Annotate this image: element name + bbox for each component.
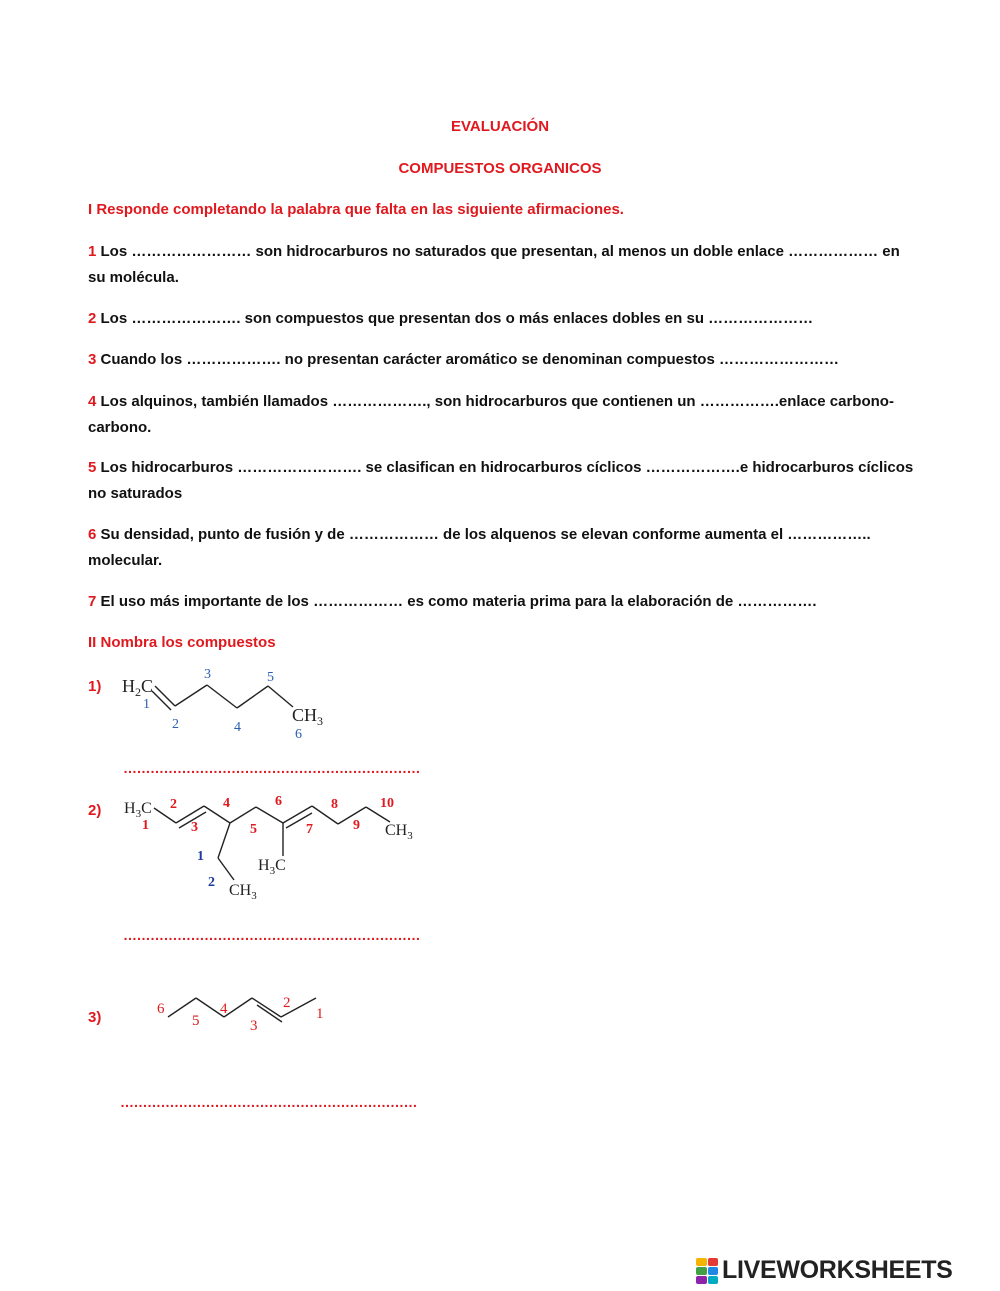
carbon-number: 6 [157, 1001, 165, 1017]
compound-3-answer-line[interactable]: ………………………………………………………… [120, 1094, 417, 1110]
carbon-number: 8 [331, 797, 338, 812]
question-1 [88, 239, 918, 291]
carbon-number: 1 [316, 1006, 324, 1022]
carbon-number: 6 [275, 794, 282, 809]
compound-1-structure [115, 660, 345, 745]
question-number: 5 [88, 459, 97, 476]
question-3 [88, 347, 918, 373]
carbon-number: 2 [283, 995, 291, 1011]
compound-2-structure [118, 790, 418, 905]
question-6 [88, 522, 918, 574]
section-2-heading: II Nombra los compuestos [88, 634, 276, 651]
question-number: 7 [88, 593, 97, 610]
carbon-number: 3 [191, 820, 198, 835]
carbon-number: 4 [220, 1001, 228, 1017]
question-text: Los alquinos, también llamados ………………., son hidrocarburos que contienen un …………….enlace carbono-carbono. [88, 393, 894, 436]
carbon-number: 1 [142, 818, 149, 833]
h2c-group: $H_2C$ [122, 676, 154, 699]
compound-2-answer-line[interactable]: ………………………………………………………… [123, 927, 420, 943]
question-text: Los …………………. son compuestos que presentan dos o más enlaces dobles en su ………………… [100, 310, 814, 327]
question-4 [88, 389, 918, 441]
compound-1-bonds [152, 685, 293, 710]
carbon-number: 9 [353, 818, 360, 833]
compound-1-label: 1) [88, 678, 102, 695]
page-title: EVALUACIÓN [450, 118, 550, 135]
branch-number: 1 [197, 849, 204, 864]
question-number: 6 [88, 526, 97, 543]
carbon-number: 4 [223, 796, 230, 811]
question-text: Cuando los ………………. no presentan carácter aromático se denominan compuestos …………………… [100, 351, 839, 368]
page-subtitle: COMPUESTOS ORGANICOS [398, 160, 602, 177]
carbon-number: 3 [204, 667, 211, 682]
question-5 [88, 455, 918, 507]
carbon-number: 4 [234, 720, 241, 735]
carbon-number: 10 [380, 796, 394, 811]
question-text: Los …………………… son hidrocarburos no saturados que presentan, al menos un doble enlace ……………… en su molécula. [88, 243, 900, 286]
section-1-heading: I Responde completando la palabra que falta en las siguiente afirmaciones. [88, 201, 624, 218]
liveworksheets-wordmark: LIVEWORKSHEETS [722, 1256, 953, 1284]
question-number: 3 [88, 351, 97, 368]
carbon-number: 2 [170, 797, 177, 812]
question-number: 2 [88, 310, 97, 327]
carbon-number: 7 [306, 822, 313, 837]
question-number: 4 [88, 393, 97, 410]
compound-1-answer-line[interactable]: ………………………………………………………… [123, 760, 420, 776]
question-number: 1 [88, 243, 97, 260]
liveworksheets-logo [696, 1256, 953, 1285]
question-2 [88, 306, 918, 332]
ch3-group: $CH_3$ [292, 705, 324, 728]
question-text: Los hidrocarburos ……………………. se clasifican en hidrocarburos cíclicos ……………….e hidrocarburos cíclicos no saturados [88, 459, 914, 502]
branch-number: 2 [208, 875, 215, 890]
h3c-methyl-group: $H_3C$ [258, 857, 286, 877]
question-7 [88, 589, 918, 615]
carbon-number: 5 [250, 822, 257, 837]
compound-3-structure [150, 985, 340, 1040]
question-text: Su densidad, punto de fusión y de ……………… de los alquenos se elevan conforme aumenta el …………….. molecular. [88, 526, 871, 569]
carbon-number: 2 [172, 717, 179, 732]
compound-2-label: 2) [88, 802, 102, 819]
compound-3-bonds [168, 998, 316, 1022]
carbon-number: 6 [295, 727, 302, 742]
carbon-number: 3 [250, 1018, 258, 1034]
ch3-ethyl-group: $CH_3$ [229, 882, 257, 902]
ch3-right-group: $CH_3$ [385, 822, 413, 842]
carbon-number: 5 [192, 1013, 200, 1029]
carbon-number: 5 [267, 670, 274, 685]
question-text: El uso más importante de los ……………… es como materia prima para la elaboración de ……………. [100, 593, 817, 610]
liveworksheets-logo-icon [696, 1258, 718, 1284]
compound-3-label: 3) [88, 1009, 102, 1026]
carbon-number: 1 [143, 697, 150, 712]
h3c-left-group: $H_3C$ [124, 800, 152, 820]
